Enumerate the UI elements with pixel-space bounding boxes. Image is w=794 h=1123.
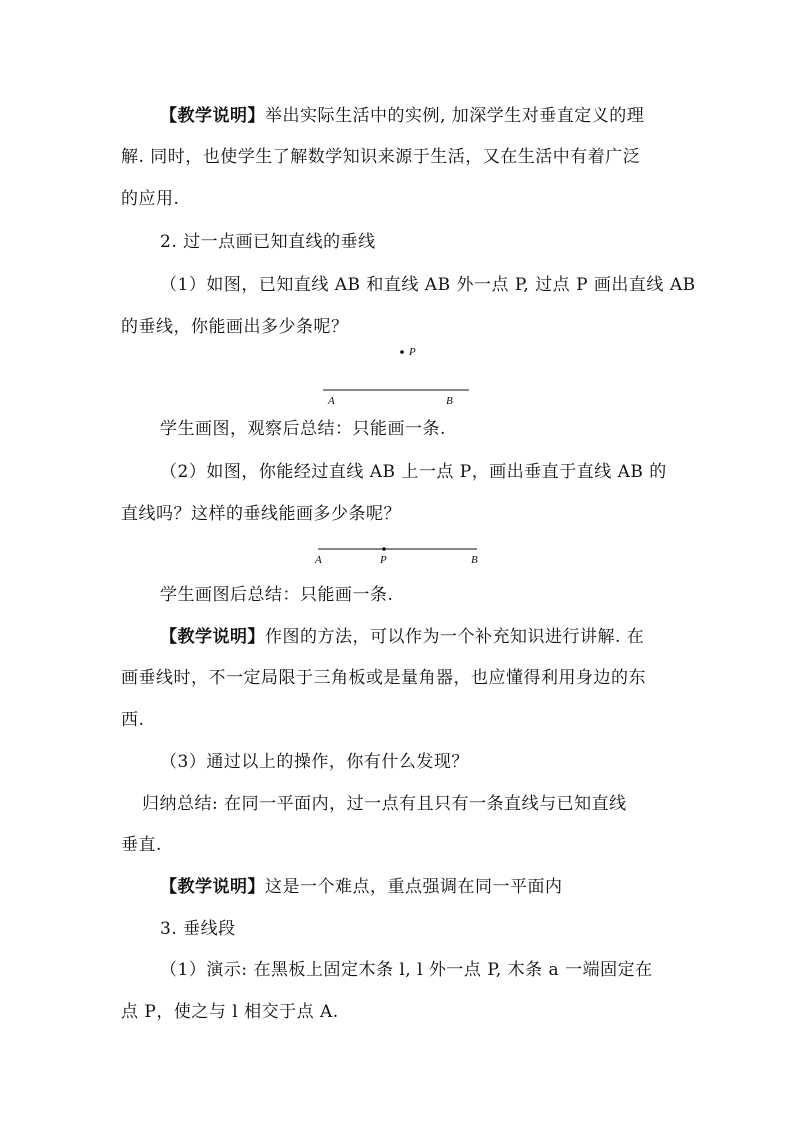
figure2-label-p: P	[380, 554, 387, 566]
figure1-point-p	[400, 350, 404, 354]
figure2-label-b: B	[471, 554, 478, 566]
question2-line2: 直线吗？这样的垂线能画多少条呢？	[121, 504, 401, 524]
answer1: 学生画图，观察后总结：只能画一条.	[160, 419, 446, 439]
note2-line3: 西.	[121, 710, 145, 730]
section3-title: 3. 垂线段	[160, 919, 236, 939]
teaching-note-label: 【教学说明】	[160, 877, 265, 897]
question2-line1: （2）如图，你能经过直线 AB 上一点 P，画出垂直于直线 AB 的	[160, 462, 667, 482]
question1-line1: （1）如图，已知直线 AB 和直线 AB 外一点 P, 过点 P 画出直线 AB	[160, 275, 696, 295]
question1-line2: 的垂线，你能画出多少条呢？	[121, 317, 349, 337]
figure2-label-a: A	[315, 554, 322, 566]
summary-line1: 归纳总结: 在同一平面内，过一点有且只有一条直线与已知直线	[142, 794, 627, 814]
note2-text: 作图的方法，可以作为一个补充知识进行讲解. 在	[265, 627, 645, 647]
figure1-label-a: A	[328, 395, 335, 407]
figure1-label-b: B	[446, 395, 453, 407]
question3: （3）通过以上的操作，你有什么发现？	[160, 752, 469, 772]
note1-line3: 的应用.	[121, 189, 180, 209]
demo-line2: 点 P，使之与 l 相交于点 A.	[121, 1002, 339, 1022]
note3-text: 这是一个难点，重点强调在同一平面内	[265, 877, 563, 897]
teaching-note-label: 【教学说明】	[160, 106, 265, 126]
note2-line2: 画垂线时，不一定局限于三角板或是量角器，也应懂得利用身边的东	[121, 668, 646, 688]
answer2: 学生画图后总结：只能画一条.	[160, 585, 394, 605]
note1-text: 举出实际生活中的实例, 加深学生对垂直定义的理	[265, 106, 645, 126]
note2-line1	[160, 626, 644, 648]
note3-line1	[160, 876, 563, 898]
demo-line1: （1）演示: 在黑板上固定木条 l, l 外一点 P, 木条 a 一端固定在	[160, 960, 653, 980]
note1-line2: 解. 同时，也使学生了解数学知识来源于生活，又在生活中有着广泛	[121, 147, 641, 167]
figure2-point-p	[382, 547, 386, 551]
section2-title: 2. 过一点画已知直线的垂线	[160, 232, 376, 252]
summary-line2: 垂直.	[121, 835, 162, 855]
figure1-label-p: P	[409, 346, 416, 358]
note1-line1	[160, 105, 644, 127]
teaching-note-label: 【教学说明】	[160, 627, 265, 647]
